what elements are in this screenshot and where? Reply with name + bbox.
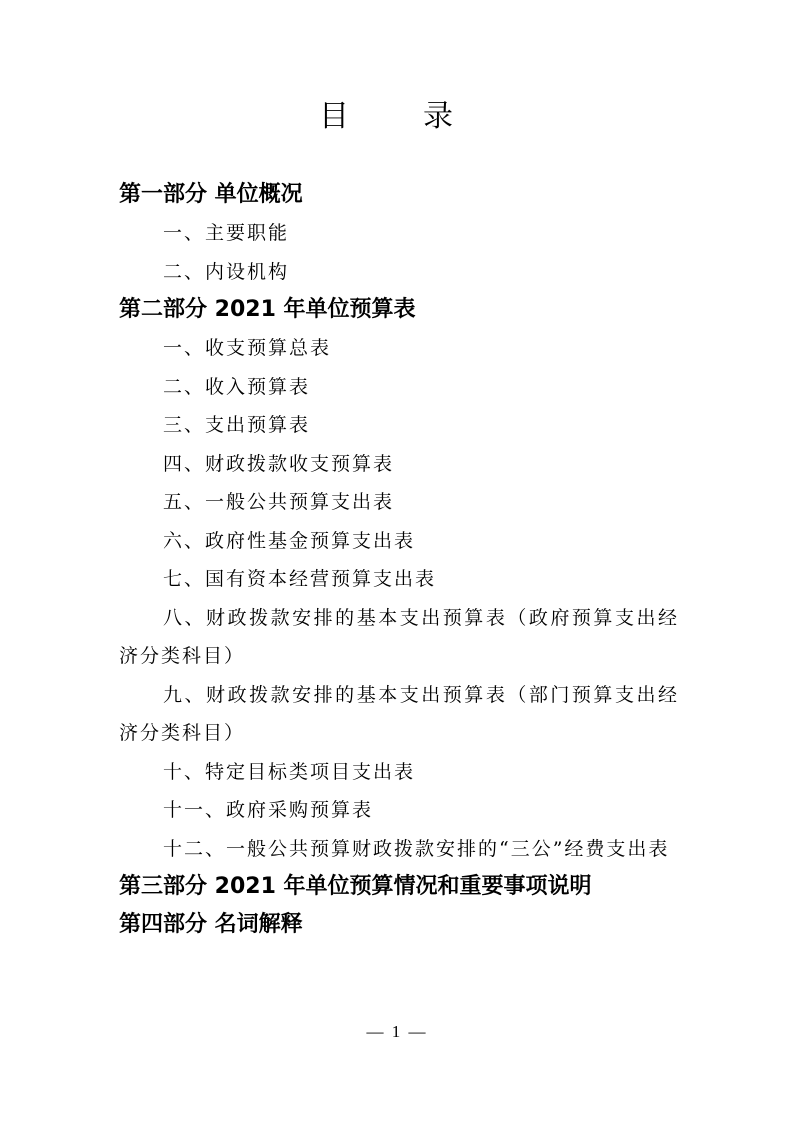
toc-item-2-1[interactable]: 一、收支预算总表 xyxy=(163,337,332,359)
toc-part-1[interactable]: 第一部分 单位概况 xyxy=(119,182,303,207)
toc-item-2-2[interactable]: 二、收入预算表 xyxy=(163,375,311,398)
toc-item-2-3[interactable]: 三、支出预算表 xyxy=(163,414,311,436)
toc-item-2-8[interactable]: 八、财政拨款安排的基本支出预算表（政府预算支出经济分类科目） xyxy=(119,606,679,667)
toc-item-2-4[interactable]: 四、财政拨款收支预算表 xyxy=(163,452,395,475)
toc-item-2-12[interactable]: 十二、一般公共预算财政拨款安排的“三公”经费支出表 xyxy=(163,837,670,860)
table-of-contents xyxy=(119,176,679,944)
toc-item-1-1[interactable]: 一、主要职能 xyxy=(163,222,290,244)
toc-item-2-7[interactable]: 七、国有资本经营预算支出表 xyxy=(163,568,437,590)
toc-item-1-2[interactable]: 二、内设机构 xyxy=(163,260,290,283)
toc-item-2-9[interactable]: 九、财政拨款安排的基本支出预算表（部门预算支出经济分类科目） xyxy=(119,683,679,744)
toc-part-4[interactable]: 第四部分 名词解释 xyxy=(119,912,303,937)
toc-item-2-10[interactable]: 十、特定目标类项目支出表 xyxy=(163,760,416,783)
page-title: 目 录 xyxy=(319,99,475,134)
toc-item-2-6[interactable]: 六、政府性基金预算支出表 xyxy=(163,529,416,552)
page-number: — 1 — xyxy=(366,1022,428,1041)
toc-part-3[interactable]: 第三部分 2021 年单位预算情况和重要事项说明 xyxy=(119,874,592,899)
toc-item-2-11[interactable]: 十一、政府采购预算表 xyxy=(163,799,374,821)
toc-item-2-5[interactable]: 五、一般公共预算支出表 xyxy=(163,491,395,513)
toc-part-2[interactable]: 第二部分 2021 年单位预算表 xyxy=(119,297,416,322)
